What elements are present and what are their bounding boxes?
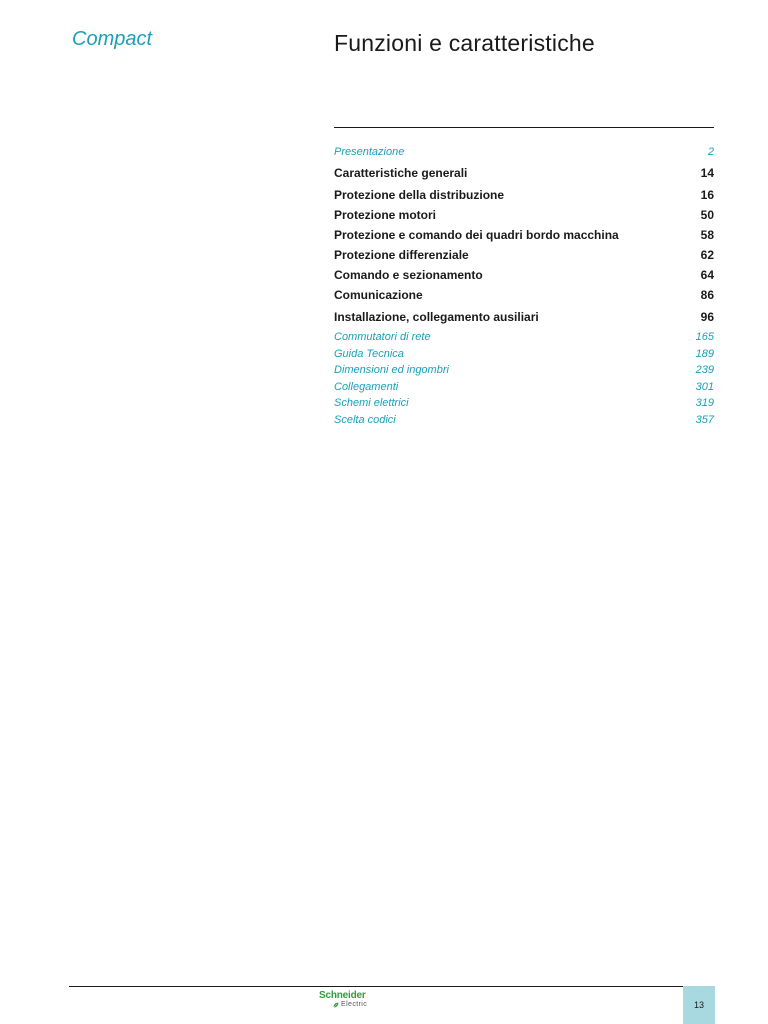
toc-item-page: 62 — [700, 248, 714, 262]
toc-item-page: 96 — [700, 310, 714, 324]
toc-item-label: Protezione della distribuzione — [334, 188, 505, 202]
toc-item-collegamenti[interactable] — [334, 381, 714, 393]
toc-item-commutatori-rete[interactable] — [334, 331, 714, 343]
toc-item-page: 189 — [695, 348, 714, 360]
toc-item-label: Presentazione — [334, 146, 405, 158]
toc-item-label: Caratteristiche generali — [334, 166, 468, 180]
toc-item-label: Collegamenti — [334, 381, 399, 393]
toc-item-label: Commutatori di rete — [334, 331, 431, 343]
logo-subtitle: Electric — [341, 1001, 368, 1008]
toc-item-protezione-comando-quadri[interactable] — [334, 228, 714, 242]
toc-item-protezione-motori[interactable] — [334, 208, 714, 222]
toc-item-label: Schemi elettrici — [334, 397, 409, 409]
toc-item-label: Installazione, collegamento ausiliari — [334, 310, 539, 324]
toc-item-dimensioni-ingombri[interactable] — [334, 364, 714, 376]
toc-item-scelta-codici[interactable] — [334, 414, 714, 426]
toc-item-page: 50 — [700, 208, 714, 222]
toc-item-label: Comunicazione — [334, 288, 423, 302]
toc-item-page: 165 — [695, 331, 714, 343]
toc-item-page: 64 — [700, 268, 714, 282]
toc-item-schemi-elettrici[interactable] — [334, 397, 714, 409]
toc-item-page: 58 — [700, 228, 714, 242]
toc-item-page: 357 — [695, 414, 714, 426]
toc-item-page: 16 — [700, 188, 714, 202]
schneider-leaf-icon — [333, 1002, 339, 1008]
page-title: Funzioni e caratteristiche — [334, 30, 595, 56]
toc-item-page: 86 — [700, 288, 714, 302]
toc-item-caratteristiche-generali[interactable] — [334, 166, 714, 180]
toc-item-protezione-differenziale[interactable] — [334, 248, 714, 262]
toc-item-label: Comando e sezionamento — [334, 268, 483, 282]
page-number-badge — [683, 986, 715, 1024]
header-divider — [334, 127, 714, 128]
toc-item-label: Scelta codici — [334, 414, 396, 426]
page-number: 13 — [693, 1000, 704, 1010]
toc-item-installazione[interactable] — [334, 310, 714, 324]
toc-item-page: 14 — [700, 166, 714, 180]
toc-item-label: Protezione e comando dei quadri bordo macchina — [334, 228, 619, 242]
toc-item-comando-sezionamento[interactable] — [334, 268, 714, 282]
toc-item-guida-tecnica[interactable] — [334, 348, 714, 360]
toc-item-label: Guida Tecnica — [334, 348, 404, 360]
footer-divider — [69, 986, 715, 987]
toc-item-label: Protezione motori — [334, 208, 437, 222]
schneider-logo — [319, 991, 379, 1011]
toc-item-page: 239 — [695, 364, 714, 376]
logo-wordmark: Schneider — [319, 990, 366, 1001]
toc-item-label: Dimensioni ed ingombri — [334, 364, 449, 376]
toc-item-page: 301 — [695, 381, 714, 393]
toc-item-page: 319 — [695, 397, 714, 409]
toc-item-page: 2 — [707, 146, 714, 158]
toc-item-presentazione[interactable] — [334, 146, 714, 158]
toc-item-comunicazione[interactable] — [334, 288, 714, 302]
brand-name: Compact — [72, 28, 153, 50]
toc-item-label: Protezione differenziale — [334, 248, 469, 262]
toc-item-protezione-distribuzione[interactable] — [334, 188, 714, 202]
